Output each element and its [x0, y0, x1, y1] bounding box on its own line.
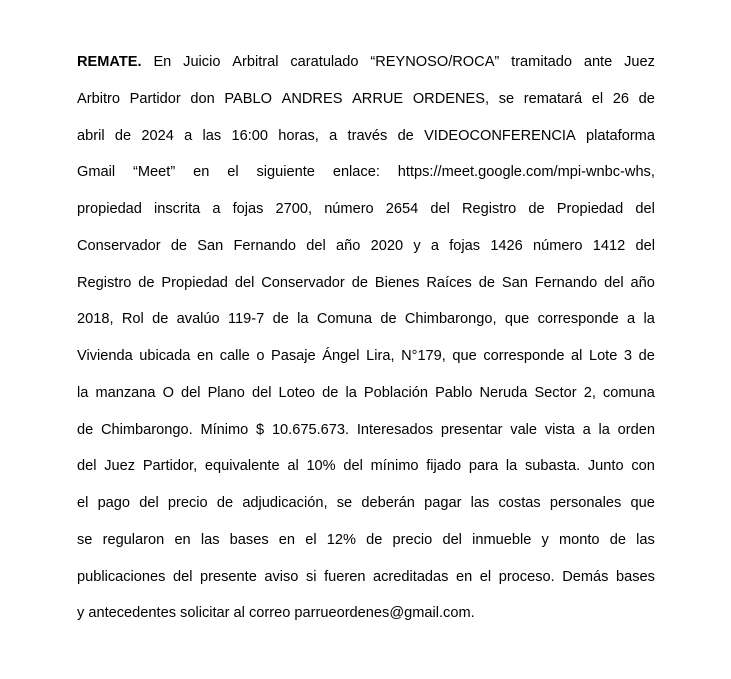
word: Propiedad — [161, 274, 228, 291]
word: de — [322, 384, 339, 401]
text-line — [77, 522, 655, 559]
word: presente — [200, 568, 257, 585]
word: O — [162, 384, 174, 401]
text-line — [77, 44, 655, 81]
word: $ — [256, 421, 265, 438]
word: horas, — [278, 127, 319, 144]
word: inscrita — [154, 201, 201, 217]
word: año — [630, 274, 655, 291]
word: rematará — [523, 90, 583, 107]
word: con — [631, 458, 655, 475]
word: vista — [544, 421, 575, 438]
word: de — [138, 274, 155, 291]
word: del — [172, 568, 193, 585]
text-line — [77, 228, 655, 265]
word: para — [468, 458, 499, 475]
word: ARRUE — [352, 90, 404, 107]
word: comuna — [602, 384, 655, 401]
word: de — [114, 127, 132, 144]
word: 16:00 — [231, 127, 268, 144]
word: del — [442, 531, 462, 548]
word: plataforma — [586, 127, 655, 144]
word: a — [430, 237, 439, 254]
word: orden — [617, 421, 655, 438]
word: Conservador — [261, 274, 345, 291]
word: 119-7 — [228, 311, 265, 328]
word: de — [609, 531, 626, 548]
word: al — [287, 458, 299, 475]
word: fojas — [449, 237, 481, 254]
word: Vivienda — [77, 348, 133, 364]
word: ubicada — [139, 348, 191, 364]
word: caratulado — [290, 54, 359, 70]
text-line — [77, 485, 655, 522]
word: avalúo — [176, 311, 220, 328]
word: las — [200, 531, 220, 548]
word: Pasaje — [271, 348, 316, 364]
word: la — [345, 384, 357, 401]
text-line-last: y antecedentes solicitar al correo parrueordenes@gmail.com. — [77, 605, 475, 622]
word: de — [366, 531, 383, 548]
word: en — [278, 531, 296, 548]
word: de — [478, 274, 495, 291]
word: Bienes — [374, 274, 420, 291]
word: de — [272, 311, 289, 328]
word: través — [347, 127, 388, 144]
word: del — [306, 237, 326, 254]
word: 10.675.673. — [271, 421, 350, 438]
word: corresponde — [483, 348, 565, 364]
word: al — [571, 348, 583, 364]
word: del — [343, 458, 363, 475]
word: el — [227, 164, 239, 181]
text-line — [77, 559, 655, 596]
word: la — [598, 421, 610, 438]
word: “REYNOSO/ROCA” — [370, 54, 500, 70]
word: de — [351, 274, 368, 291]
text-line — [77, 265, 655, 302]
text-line — [77, 81, 655, 118]
word: manzana — [95, 384, 156, 401]
word: acreditadas — [373, 568, 449, 585]
word: Neruda — [479, 384, 528, 401]
word: ORDENES, — [412, 90, 490, 107]
word: Junto — [587, 458, 624, 475]
text-line — [77, 154, 655, 191]
word: del — [77, 458, 97, 475]
word: 1412 — [592, 237, 626, 254]
word: del — [430, 201, 450, 217]
word: la — [643, 311, 655, 328]
word: Fernando — [534, 274, 598, 291]
word: de — [638, 348, 655, 364]
word: Fernando — [233, 237, 296, 254]
word: don — [190, 90, 215, 107]
word: tramitado — [511, 54, 572, 70]
word: de — [152, 311, 169, 328]
word: a — [627, 311, 636, 328]
word: Lira, — [366, 348, 395, 364]
word: de — [216, 495, 234, 511]
word: que — [504, 311, 530, 328]
word: en — [174, 531, 191, 548]
word: y — [541, 531, 549, 548]
notice-paragraph — [77, 44, 655, 632]
word: y — [413, 237, 421, 254]
word: la — [77, 384, 89, 401]
word: 2024 — [141, 127, 174, 144]
word: 3 — [623, 348, 633, 364]
word: el — [77, 495, 89, 511]
word: calle — [219, 348, 250, 364]
word: Interesados — [356, 421, 434, 438]
word: el — [305, 531, 317, 548]
word: Partidor, — [142, 458, 198, 475]
word: Loteo — [278, 384, 316, 401]
word: fueren — [324, 568, 366, 585]
word: precio — [392, 531, 433, 548]
word: pagar — [424, 495, 462, 511]
word: San — [197, 237, 224, 254]
word: “Meet” — [133, 164, 176, 181]
word: proceso. — [498, 568, 555, 585]
word: Mínimo — [200, 421, 249, 438]
word: ANDRES — [281, 90, 343, 107]
word: enlace: — [332, 164, 380, 181]
word: Sector — [534, 384, 577, 401]
word: Registro — [77, 274, 132, 291]
word: Juicio — [183, 54, 221, 70]
word: 2654 — [385, 201, 419, 217]
word: 26 — [612, 90, 630, 107]
text-line — [77, 118, 655, 155]
word: San — [501, 274, 528, 291]
word: si — [305, 568, 317, 585]
word: Arbitro — [77, 90, 120, 107]
notice-heading: REMATE. — [77, 54, 142, 70]
word: en — [196, 348, 214, 364]
word: a — [184, 127, 193, 144]
word: 10% — [306, 458, 336, 475]
word: publicaciones — [77, 568, 166, 585]
word: subasta. — [524, 458, 581, 475]
word: Propiedad — [556, 201, 624, 217]
word: monto — [558, 531, 600, 548]
word: Rol — [121, 311, 144, 328]
word: Juez — [624, 54, 655, 70]
word: PABLO — [224, 90, 272, 107]
word: las — [470, 495, 490, 511]
word: de — [380, 311, 397, 328]
word: 2, — [583, 384, 596, 401]
text-line — [77, 375, 655, 412]
word: Chimbarongo. — [101, 421, 193, 438]
word: Población — [363, 384, 428, 401]
word: se — [498, 90, 515, 107]
word: año — [335, 237, 361, 254]
word: fojas — [232, 201, 264, 217]
word: propiedad — [77, 201, 142, 217]
word: de — [638, 90, 655, 107]
word: inmueble — [472, 531, 532, 548]
word: a — [329, 127, 338, 144]
word: Arbitral — [232, 54, 279, 70]
word: 2700, — [275, 201, 313, 217]
word: se — [336, 495, 353, 511]
word: Raíces — [426, 274, 472, 291]
word: Comuna — [316, 311, 372, 328]
word: deberán — [361, 495, 415, 511]
word: del — [635, 237, 655, 254]
word: vale — [510, 421, 538, 438]
word: regularon — [102, 531, 165, 548]
word: las — [636, 531, 655, 548]
word: mínimo — [370, 458, 419, 475]
word: corresponde — [537, 311, 619, 328]
word: https://meet.google.com/mpi-wnbc-whs, — [397, 164, 655, 181]
word: que — [452, 348, 477, 364]
word: ante — [583, 54, 613, 70]
word: Ángel — [322, 348, 360, 364]
text-line — [77, 448, 655, 485]
word: de — [77, 421, 94, 438]
word: de — [397, 127, 414, 144]
word: bases — [616, 568, 655, 585]
word: de — [170, 237, 188, 254]
word: o — [256, 348, 265, 364]
word: Partidor — [129, 90, 181, 107]
word: se — [77, 531, 93, 548]
word: Lote — [588, 348, 618, 364]
word: en — [456, 568, 473, 585]
word: Gmail — [77, 164, 116, 181]
text-line — [77, 301, 655, 338]
word: Plano — [207, 384, 245, 401]
word: personales — [549, 495, 622, 511]
word: aviso — [264, 568, 299, 585]
word: En — [153, 54, 172, 70]
word: Demás — [562, 568, 609, 585]
word: VIDEOCONFERENCIA — [424, 127, 576, 144]
word: 2020 — [370, 237, 404, 254]
text-line — [77, 412, 655, 449]
word: del — [251, 384, 272, 401]
word: la — [505, 458, 518, 475]
text-line — [77, 191, 655, 228]
word: Juez — [104, 458, 136, 475]
word: en — [193, 164, 210, 181]
word: del — [635, 201, 655, 217]
word: adjudicación, — [242, 495, 328, 511]
word: de — [528, 201, 545, 217]
word: bases — [229, 531, 269, 548]
word: fijado — [426, 458, 462, 475]
word: Conservador — [77, 237, 161, 254]
word: Pablo — [435, 384, 473, 401]
word: 2018, — [77, 311, 114, 328]
word: número — [324, 201, 374, 217]
word: número — [533, 237, 583, 254]
word: pago — [97, 495, 131, 511]
word: la — [297, 311, 309, 328]
word: presentar — [440, 421, 503, 438]
word: equivalente — [204, 458, 280, 475]
word: del — [181, 384, 201, 401]
word: abril — [77, 127, 105, 144]
word: siguiente — [256, 164, 315, 181]
text-line — [77, 338, 655, 375]
word: Chimbarongo, — [404, 311, 497, 328]
word: N°179, — [401, 348, 446, 364]
word: del — [234, 274, 255, 291]
word: costas — [498, 495, 541, 511]
word: a — [212, 201, 221, 217]
word: Registro — [461, 201, 517, 217]
word: las — [202, 127, 222, 144]
word: 1426 — [490, 237, 523, 254]
word: que — [630, 495, 655, 511]
word: precio — [167, 495, 208, 511]
word: el — [591, 90, 604, 107]
word: el — [479, 568, 492, 585]
word: a — [582, 421, 591, 438]
word: del — [139, 495, 159, 511]
word: 12% — [326, 531, 356, 548]
word: del — [604, 274, 624, 291]
